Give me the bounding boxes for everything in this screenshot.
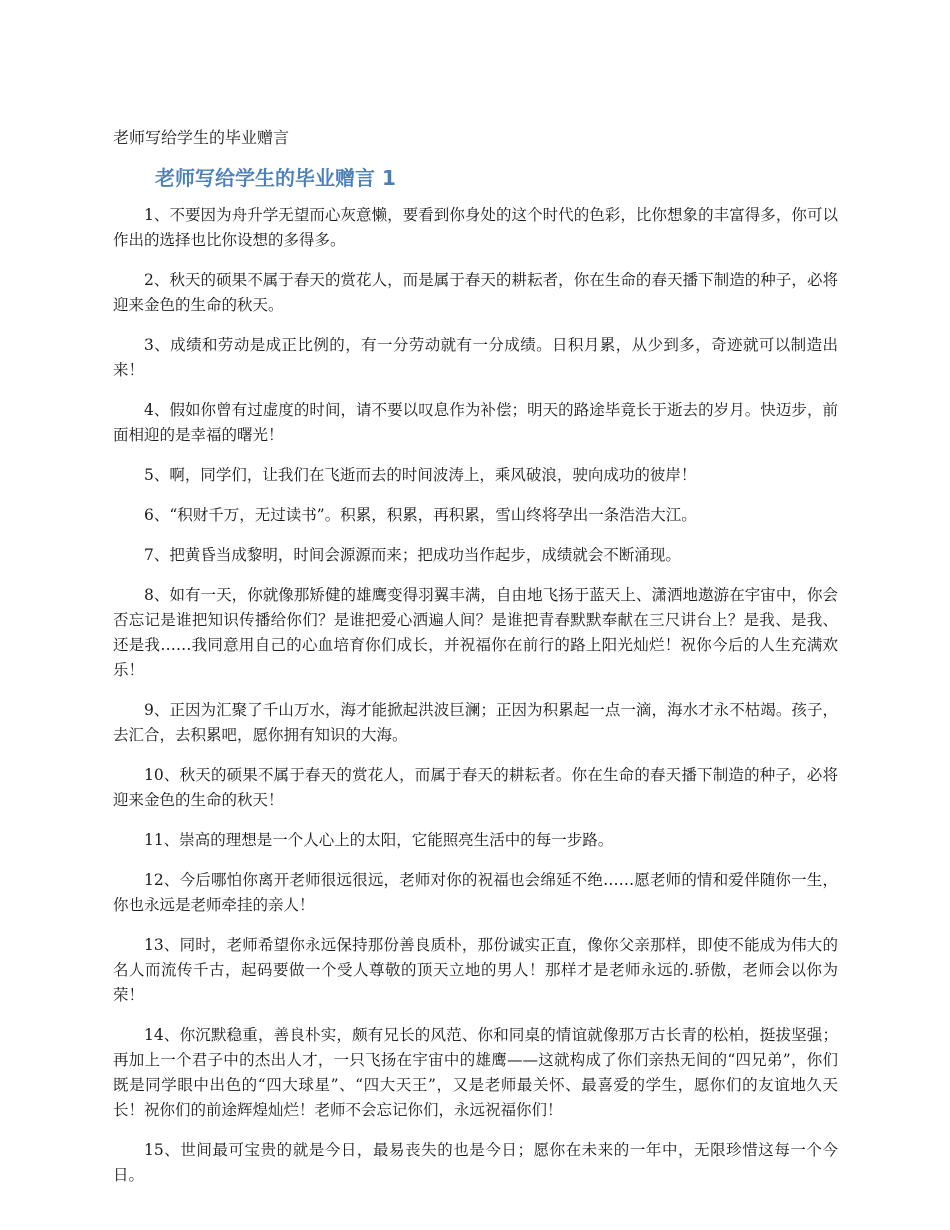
document-body <box>113 203 838 1203</box>
section-heading: 老师写给学生的毕业赠言 1 <box>155 166 396 190</box>
paragraph-2: 2、秋天的硕果不属于春天的赏花人，而是属于春天的耕耘者，你在生命的春天播下制造的种子，必将迎来金色的生命的秋天。 <box>113 271 838 314</box>
paragraph-1: 1、不要因为舟升学无望而心灰意懒，要看到你身处的这个时代的色彩，比你想象的丰富得多，你可以作出的选择也比你设想的多得多。 <box>113 206 838 249</box>
document-title: 老师写给学生的毕业赠言 <box>113 128 290 147</box>
paragraph-5: 5、啊，同学们，让我们在飞逝而去的时间波涛上，乘风破浪，驶向成功的彼岸！ <box>144 466 697 484</box>
paragraph-7: 7、把黄昏当成黎明，时间会源源而来；把成功当作起步，成绩就会不断涌现。 <box>144 546 681 564</box>
paragraph-14: 14、你沉默稳重，善良朴实，颇有兄长的风范、你和同桌的情谊就像那万古长青的松柏，挺拔坚强；再加上一个君子中的杰出人才，一只飞扬在宇宙中的雄鹰——这就构成了你们亲热无间的“四兄弟”，你们既是同学眼中出色的“四大球星”、“四大天王”，又是老师最关怀、最喜爱的学生，愿你们的友谊地久天长！祝你们的前途辉煌灿烂！老师不会忘记你们，永远祝福你们！ <box>113 1026 838 1119</box>
paragraph-11: 11、崇高的理想是一个人心上的太阳，它能照亮生活中的每一步路。 <box>144 831 614 849</box>
paragraph-13: 13、同时，老师希望你永远保持那份善良质朴，那份诚实正直，像你父亲那样，即使不能成为伟大的名人而流传千古，起码要做一个受人尊敬的顶天立地的男人！那样才是老师永远的.骄傲，老师会以你为荣！ <box>113 936 838 1004</box>
paragraph-15: 15、世间最可宝贵的就是今日，最易丧失的也是今日；愿你在未来的一年中，无限珍惜这每一个今日。 <box>113 1141 838 1184</box>
paragraph-12: 12、今后哪怕你离开老师很远很远，老师对你的祝福也会绵延不绝……愿老师的情和爱伴随你一生，你也永远是老师牵挂的亲人！ <box>113 871 838 914</box>
paragraph-10: 10、秋天的硕果不属于春天的赏花人，而属于春天的耕耘者。你在生命的春天播下制造的种子，必将迎来金色的生命的秋天！ <box>113 766 838 809</box>
paragraph-4: 4、假如你曾有过虚度的时间，请不要以叹息作为补偿；明天的路途毕竟长于逝去的岁月。快迈步，前面相迎的是幸福的曙光！ <box>113 401 838 444</box>
paragraph-6: 6、“积财千万，无过读书”。积累，积累，再积累，雪山终将孕出一条浩浩大江。 <box>144 506 697 524</box>
paragraph-3: 3、成绩和劳动是成正比例的，有一分劳动就有一分成绩。日积月累，从少到多，奇迹就可以制造出来！ <box>113 336 838 379</box>
paragraph-8: 8、如有一天，你就像那矫健的雄鹰变得羽翼丰满，自由地飞扬于蓝天上、潇洒地遨游在宇宙中，你会否忘记是谁把知识传播给你们？是谁把爱心洒遍人间？是谁把青春默默奉献在三尺讲台上？是我、是我、还是我……我同意用自己的心血培育你们成长，并祝福你在前行的路上阳光灿烂！祝你今后的人生充满欢乐！ <box>113 586 838 679</box>
paragraph-9: 9、正因为汇聚了千山万水，海才能掀起洪波巨澜；正因为积累起一点一滴，海水才永不枯竭。孩子，去汇合，去积累吧，愿你拥有知识的大海。 <box>113 701 838 744</box>
